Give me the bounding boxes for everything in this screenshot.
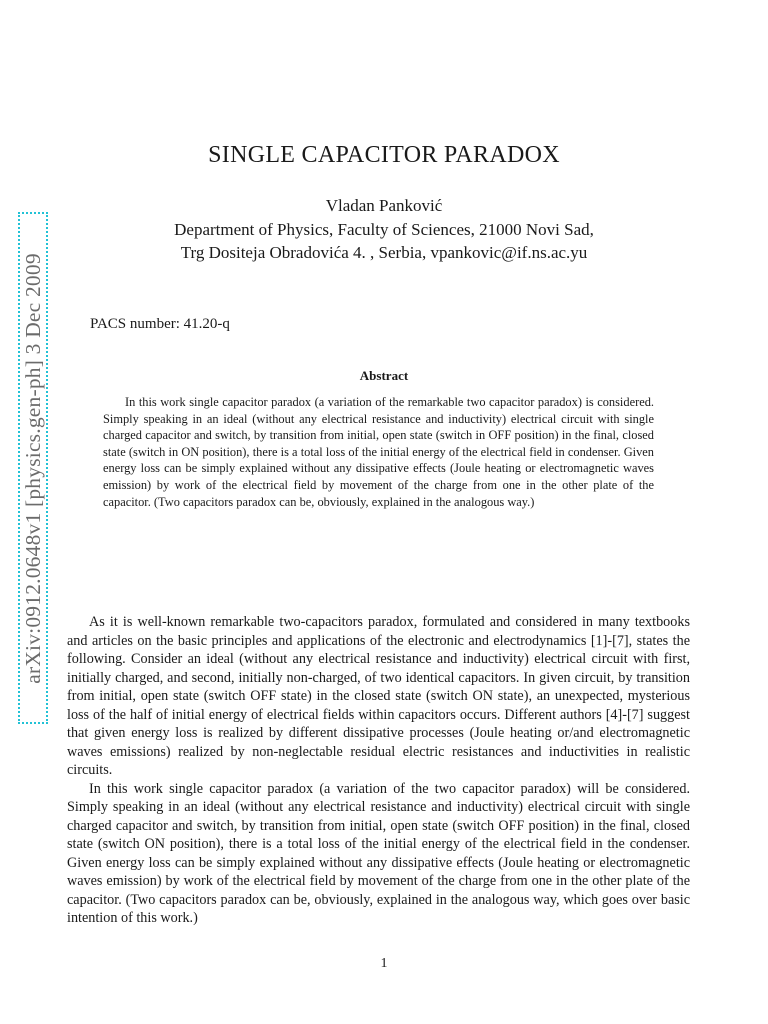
arxiv-stamp <box>18 212 48 724</box>
paragraph: As it is well-known remarkable two-capacitors paradox, formulated and considered in many textbooks and articles on the basic principles and applications of the electronic and electrodynamics [1]-[7], states the following. Consider an ideal (without any electrical resistance and inductivity) electrical circuit with first, initially charged, and second, initially non-charged, of two identical capacitors. In given circuit, by transition from initial, open state (switch OFF state) in the closed state (switch ON state), an unexpected, mysterious loss of the half of initial energy of electrical fields within capacitors occurs. Different authors [4]-[7] suggest that given energy loss is realized by different dissipative processes (Joule heating or/and electromagnetic waves emissions) realized by non-neglectable residual electric resistances and inductivities in realistic circuits. <box>67 614 690 778</box>
body-text <box>67 613 690 928</box>
abstract-heading: Abstract <box>359 368 409 383</box>
page-number: 1 <box>380 956 388 971</box>
paper-title: SINGLE CAPACITOR PARADOX <box>208 142 560 168</box>
arxiv-id: arXiv:0912.0648v1 [physics.gen-ph] 3 Dec 2009 <box>20 252 45 684</box>
author-name: Vladan Panković <box>325 196 443 215</box>
pacs-number: PACS number: 41.20-q <box>90 316 230 332</box>
affiliation-line-1: Department of Physics, Faculty of Sciences, 21000 Novi Sad, <box>174 219 594 239</box>
paragraph: In this work single capacitor paradox (a variation of the two capacitor paradox) will be considered. Simply speaking in an ideal (without any electrical resistance and inductivity) electrical circuit with single charged capacitor and switch, by transition from initial, open state (switch OFF position) in the final, closed state (switch ON position), there is a total loss of the initial energy of the electrical field in the condenser. Given energy loss can be simply explained without any dissipative effects (Joule heating or electromagnetic waves emission) by work of the electrical field by movement of the charge from one in the other plate of the capacitor. (Two capacitors paradox can be, obviously, explained in the analogous way, which goes over basic intention of this work.) <box>67 780 690 926</box>
author-block <box>0 194 768 265</box>
affiliation-line-2: Trg Dositeja Obradovića 4. , Serbia, vpankovic@if.ns.ac.yu <box>180 243 588 262</box>
abstract-text: In this work single capacitor paradox (a variation of the remarkable two capacitor paradox) is considered. Simply speaking in an ideal (without any electrical resistance and inductivity) electrical circuit with single charged capacitor and switch, by transition from initial, open state (switch in OFF position) in the final, closed state (switch in ON position), there is a total loss of the initial energy of the electrical field in condenser. Given energy loss can be simply explained without any dissipative effects (Joule heating or electromagnetic waves emission) by work of the electrical field by movement of the charge from one in the other plate of the capacitor. (Two capacitors paradox can be, obviously, explained in the analogous way.) <box>103 395 654 509</box>
